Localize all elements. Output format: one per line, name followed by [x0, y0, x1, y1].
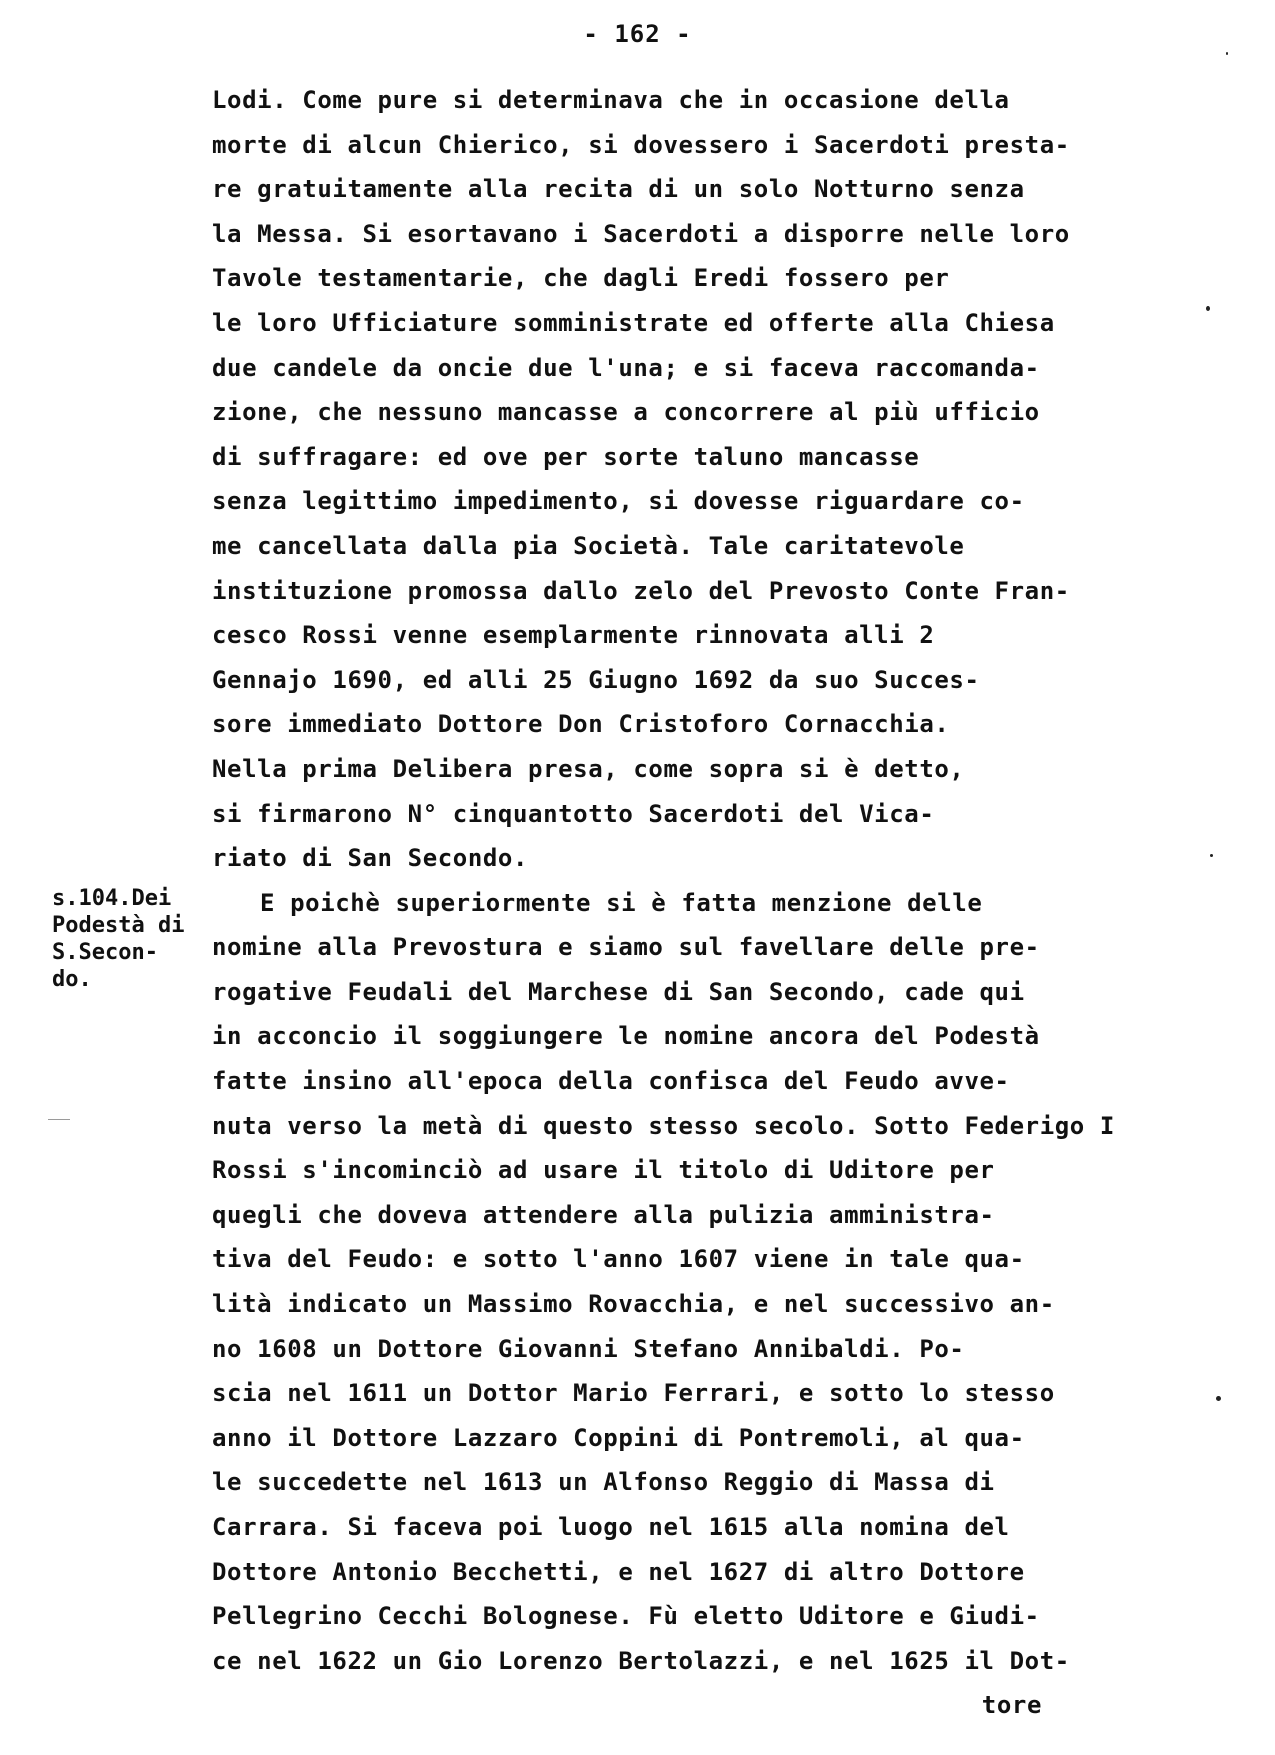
text-line: re gratuitamente alla recita di un solo Notturno senza: [212, 175, 1025, 204]
text-line: rogative Feudali del Marchese di San Secondo, cade qui: [212, 977, 1025, 1006]
text-line: in acconcio il soggiungere le nomine ancora del Podestà: [212, 1022, 1040, 1051]
text-line: le succedette nel 1613 un Alfonso Reggio di Massa di: [212, 1468, 995, 1497]
text-line: nuta verso la metà di questo stesso secolo. Sotto Federigo I: [212, 1111, 1115, 1140]
text-line: cesco Rossi venne esemplarmente rinnovata alli 2: [212, 621, 935, 650]
text-line: si firmarono N° cinquantotto Sacerdoti del Vica-: [212, 799, 935, 828]
margin-note-line: S.Secon-: [52, 940, 158, 965]
text-line: le loro Ufficiature somministrate ed offerte alla Chiesa: [212, 308, 1055, 337]
text-line: instituzione promossa dallo zelo del Prevosto Conte Fran-: [212, 576, 1070, 605]
text-line: Dottore Antonio Becchetti, e nel 1627 di altro Dottore: [212, 1557, 1025, 1586]
text-line: riato di San Secondo.: [212, 844, 529, 873]
margin-note-line: s.104.Dei: [52, 886, 172, 911]
text-line: Carrara. Si faceva poi luogo nel 1615 alla nomina del: [212, 1513, 1010, 1541]
text-line: senza legittimo impedimento, si dovesse riguardare co-: [212, 487, 1025, 516]
page-number: - 162 -: [583, 20, 692, 48]
paragraph-first-line: E poichè superiormente si è fatta menzione delle: [260, 888, 983, 917]
text-line: Pellegrino Cecchi Bolognese. Fù eletto Uditore e Giudi-: [212, 1602, 1040, 1631]
text-line: sore immediato Dottore Don Cristoforo Cornacchia.: [212, 710, 950, 739]
text-line: Rossi s'incominciò ad usare il titolo di Uditore per: [212, 1156, 995, 1185]
text-line: Gennajo 1690, ed alli 25 Giugno 1692 da suo Succes-: [212, 665, 980, 694]
text-line: Lodi. Come pure si determinava che in occasione della: [212, 86, 1010, 114]
text-line: me cancellata dalla pia Società. Tale caritatevole: [212, 531, 965, 560]
text-line: la Messa. Si esortavano i Sacerdoti a disporre nelle loro: [212, 219, 1070, 248]
margin-note: [52, 885, 212, 993]
text-line: due candele da oncie due l'una; e si faceva raccomanda-: [212, 353, 1040, 382]
text-line: nomine alla Prevostura e siamo sul favellare delle pre-: [212, 933, 1040, 962]
text-line: ce nel 1622 un Gio Lorenzo Bertolazzi, e nel 1625 il Dot-: [212, 1646, 1070, 1675]
text-line: fatte insino all'epoca della confisca del Feudo avve-: [212, 1067, 1010, 1096]
catchword: tore: [981, 1691, 1042, 1720]
scan-mark: [48, 1119, 70, 1120]
text-line: scia nel 1611 un Dottor Mario Ferrari, e sotto lo stesso: [212, 1379, 1055, 1408]
text-line: di suffragare: ed ove per sorte taluno mancasse: [212, 442, 920, 471]
scan-speck: [1226, 52, 1228, 55]
body-text: [212, 78, 1162, 1728]
scan-speck: [1210, 854, 1213, 857]
text-line: morte di alcun Chierico, si dovessero i Sacerdoti presta-: [212, 130, 1070, 159]
text-line: Nella prima Delibera presa, come sopra si è detto,: [212, 754, 965, 783]
text-line: tiva del Feudo: e sotto l'anno 1607 viene in tale qua-: [212, 1245, 1025, 1274]
scan-speck: [1216, 1396, 1221, 1401]
scan-speck: [1206, 306, 1210, 311]
text-line: Tavole testamentarie, che dagli Eredi fossero per: [212, 264, 950, 293]
margin-note-line: Podestà di: [52, 913, 185, 938]
text-line: zione, che nessuno mancasse a concorrere al più ufficio: [212, 398, 1040, 427]
text-line: anno il Dottore Lazzaro Coppini di Pontremoli, al qua-: [212, 1423, 1025, 1452]
text-line: quegli che doveva attendere alla pulizia amministra-: [212, 1200, 995, 1229]
margin-note-line: do.: [52, 967, 92, 992]
text-line: lità indicato un Massimo Rovacchia, e nel successivo an-: [212, 1290, 1055, 1319]
text-line: no 1608 un Dottore Giovanni Stefano Annibaldi. Po-: [212, 1334, 965, 1363]
